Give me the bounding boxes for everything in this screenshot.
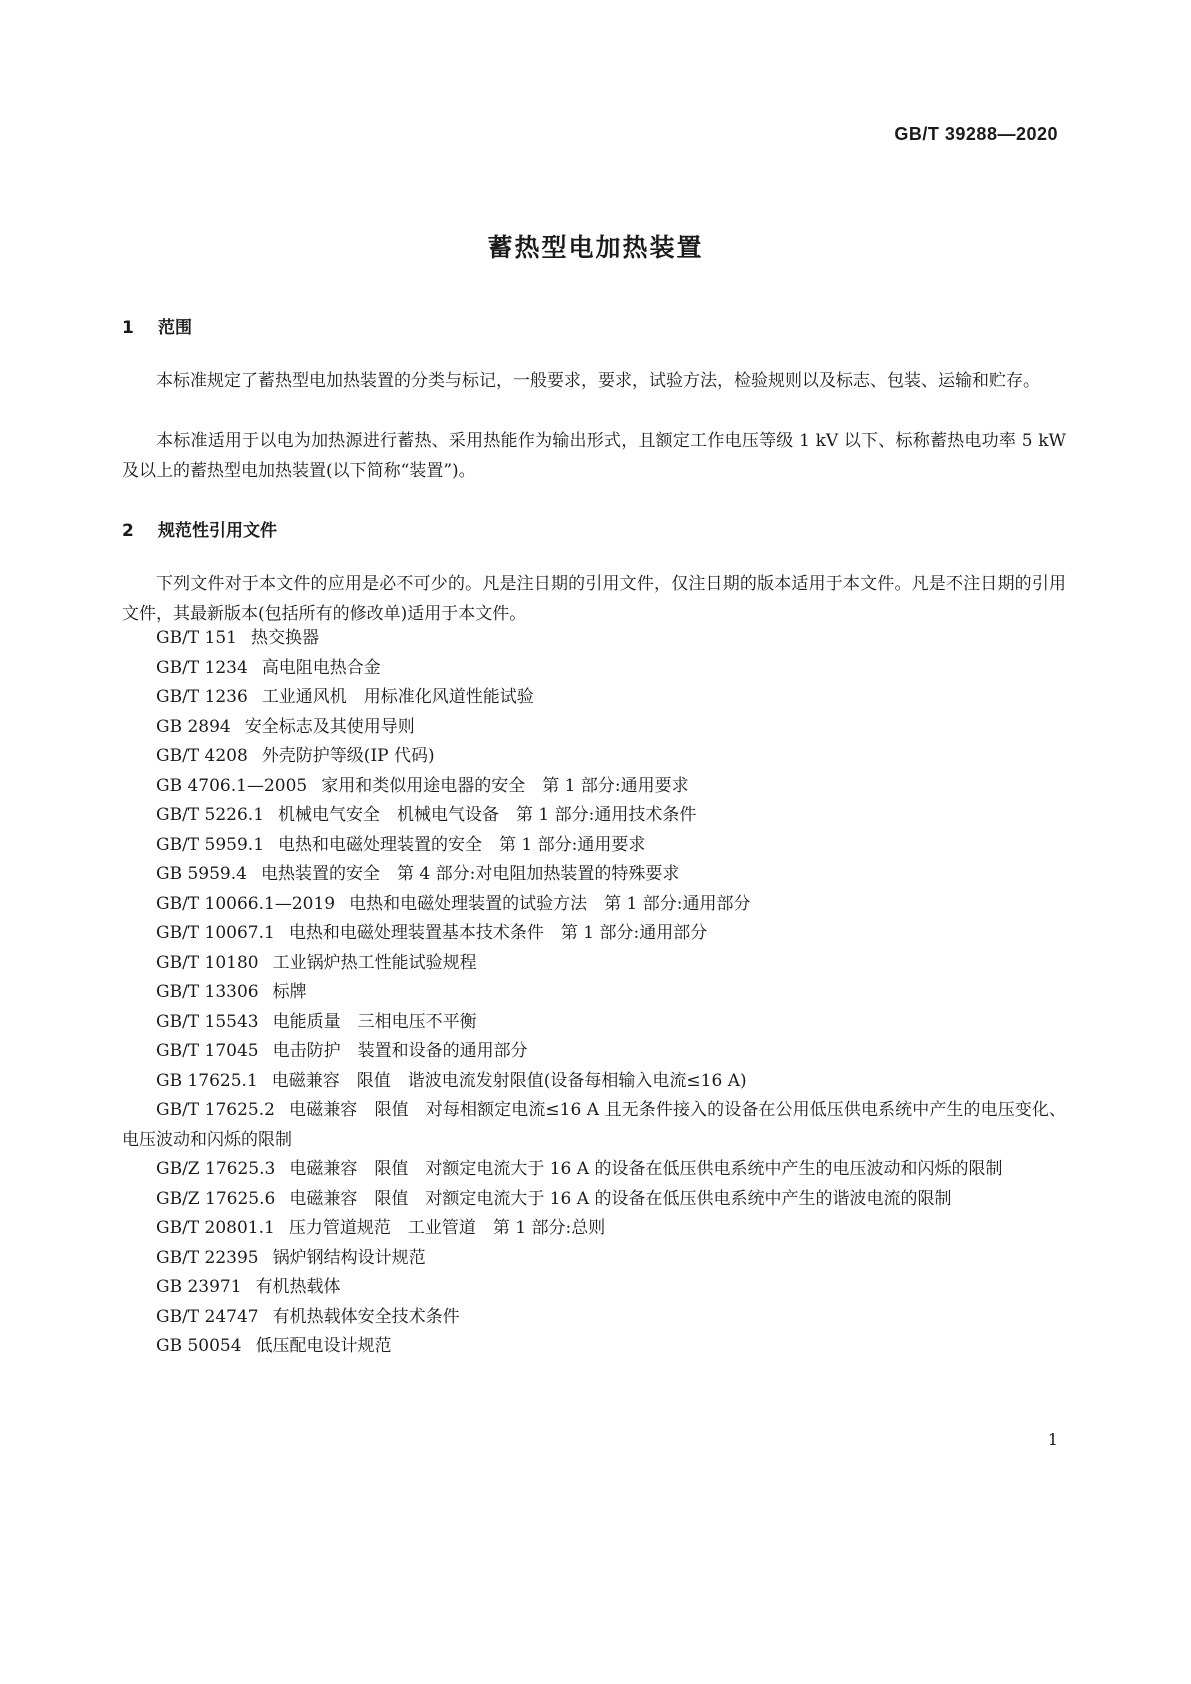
reference-title: 标牌 <box>272 982 307 1002</box>
reference-code: GB/T 10066.1—2019 <box>156 893 336 914</box>
scope-paragraph-2: 本标准适用于以电为加热源进行蓄热、采用热能作为输出形式，且额定工作电压等级 1 kV 以下、标称蓄热电功率 5 kW 及以上的蓄热型电加热装置(以下简称“装置”)。 <box>122 431 1066 481</box>
reference-code: GB 17625.1 <box>156 1070 258 1091</box>
reference-item <box>122 801 1066 831</box>
reference-title: 电磁兼容 限值 谐波电流发射限值(设备每相输入电流≤16 A) <box>271 1070 747 1091</box>
section-heading-normative-references <box>122 516 277 541</box>
reference-code: GB/T 20801.1 <box>156 1218 275 1238</box>
reference-code: GB/T 1234 <box>156 657 248 678</box>
reference-code: GB 2894 <box>156 716 231 737</box>
standard-code: GB/T 39288—2020 <box>894 124 1058 144</box>
reference-code: GB/T 5959.1 <box>156 834 265 855</box>
reference-title: 电热和电磁处理装置基本技术条件 第 1 部分:通用部分 <box>288 923 708 943</box>
reference-title: 机械电气安全 机械电气设备 第 1 部分:通用技术条件 <box>278 805 697 825</box>
reference-title: 有机热载体安全技术条件 <box>272 1306 460 1327</box>
reference-title: 电击防护 装置和设备的通用部分 <box>272 1041 528 1061</box>
reference-code: GB/T 22395 <box>156 1247 259 1268</box>
reference-list <box>122 624 1066 1362</box>
reference-code: GB/T 15543 <box>156 1011 259 1032</box>
section-number: 1 <box>122 318 134 338</box>
reference-title: 高电阻电热合金 <box>261 657 381 678</box>
reference-code: GB 23971 <box>156 1277 242 1297</box>
reference-item <box>122 654 1066 684</box>
reference-item <box>122 919 1066 949</box>
scope-paragraph-1: 本标准规定了蓄热型电加热装置的分类与标记，一般要求，要求，试验方法，检验规则以及标志、包装、运输和贮存。 <box>156 371 1040 391</box>
reference-code: GB/T 13306 <box>156 982 259 1002</box>
reference-title: 电磁兼容 限值 对每相额定电流≤16 A 且无条件接入的设备在公用低压供电系统中产生的电压变化、电压波动和闪烁的限制 <box>122 1100 1066 1150</box>
section-heading-scope <box>122 313 192 338</box>
section-title: 范围 <box>158 318 192 338</box>
reference-item <box>122 683 1066 713</box>
reference-code: GB 5959.4 <box>156 864 247 884</box>
document-title: 蓄热型电加热装置 <box>487 233 704 262</box>
reference-item <box>122 1273 1066 1303</box>
reference-title: 热交换器 <box>251 628 319 648</box>
reference-item <box>122 1303 1066 1333</box>
reference-title: 安全标志及其使用导则 <box>244 716 415 737</box>
reference-code: GB 50054 <box>156 1336 242 1356</box>
reference-code: GB/T 5226.1 <box>156 805 265 825</box>
reference-item <box>122 1185 1066 1215</box>
reference-code: GB/T 10180 <box>156 952 259 973</box>
reference-code: GB/T 10067.1 <box>156 923 275 943</box>
page-number: 1 <box>1047 1430 1058 1449</box>
reference-item <box>122 890 1066 920</box>
reference-item <box>122 742 1066 772</box>
reference-item <box>122 1214 1066 1244</box>
reference-code: GB/Z 17625.6 <box>156 1188 276 1209</box>
reference-title: 电磁兼容 限值 对额定电流大于 16 A 的设备在低压供电系统中产生的电压波动和闪烁的限制 <box>289 1159 1003 1179</box>
reference-title: 工业锅炉热工性能试验规程 <box>272 952 477 973</box>
reference-title: 家用和类似用途电器的安全 第 1 部分:通用要求 <box>321 775 689 796</box>
reference-title: 电磁兼容 限值 对额定电流大于 16 A 的设备在低压供电系统中产生的谐波电流的限制 <box>289 1188 952 1209</box>
reference-item <box>122 978 1066 1008</box>
reference-item <box>122 1155 1066 1185</box>
reference-code: GB/Z 17625.3 <box>156 1159 276 1179</box>
reference-title: 电热装置的安全 第 4 部分:对电阻加热装置的特殊要求 <box>260 864 680 884</box>
reference-title: 外壳防护等级(IP 代码) <box>261 746 435 766</box>
reference-item <box>122 831 1066 861</box>
reference-code: GB/T 4208 <box>156 746 248 766</box>
reference-title: 有机热载体 <box>255 1277 341 1297</box>
reference-item <box>122 949 1066 979</box>
reference-title: 电热和电磁处理装置的试验方法 第 1 部分:通用部分 <box>349 893 751 914</box>
reference-item <box>122 1244 1066 1274</box>
reference-title: 电热和电磁处理装置的安全 第 1 部分:通用要求 <box>278 834 646 855</box>
reference-item <box>122 624 1066 654</box>
references-intro: 下列文件对于本文件的应用是必不可少的。凡是注日期的引用文件，仅注日期的版本适用于本文件。凡是不注日期的引用文件，其最新版本(包括所有的修改单)适用于本文件。 <box>122 574 1066 624</box>
reference-item <box>122 1067 1066 1097</box>
reference-item <box>122 713 1066 743</box>
reference-title: 工业通风机 用标准化风道性能试验 <box>261 687 534 707</box>
reference-code: GB/T 1236 <box>156 687 248 707</box>
reference-title: 电能质量 三相电压不平衡 <box>272 1011 477 1032</box>
reference-title: 压力管道规范 工业管道 第 1 部分:总则 <box>288 1218 606 1238</box>
reference-item <box>122 1008 1066 1038</box>
reference-title: 低压配电设计规范 <box>255 1336 392 1356</box>
reference-code: GB 4706.1—2005 <box>156 775 308 796</box>
reference-item <box>122 772 1066 802</box>
reference-title: 锅炉钢结构设计规范 <box>272 1247 426 1268</box>
reference-code: GB/T 151 <box>156 628 237 648</box>
section-title: 规范性引用文件 <box>158 521 277 541</box>
reference-item <box>122 1332 1066 1362</box>
reference-code: GB/T 24747 <box>156 1306 259 1327</box>
reference-code: GB/T 17625.2 <box>156 1100 275 1120</box>
reference-code: GB/T 17045 <box>156 1041 259 1061</box>
reference-item <box>122 1096 1066 1155</box>
reference-item <box>122 1037 1066 1067</box>
reference-item <box>122 860 1066 890</box>
section-number: 2 <box>122 521 134 541</box>
